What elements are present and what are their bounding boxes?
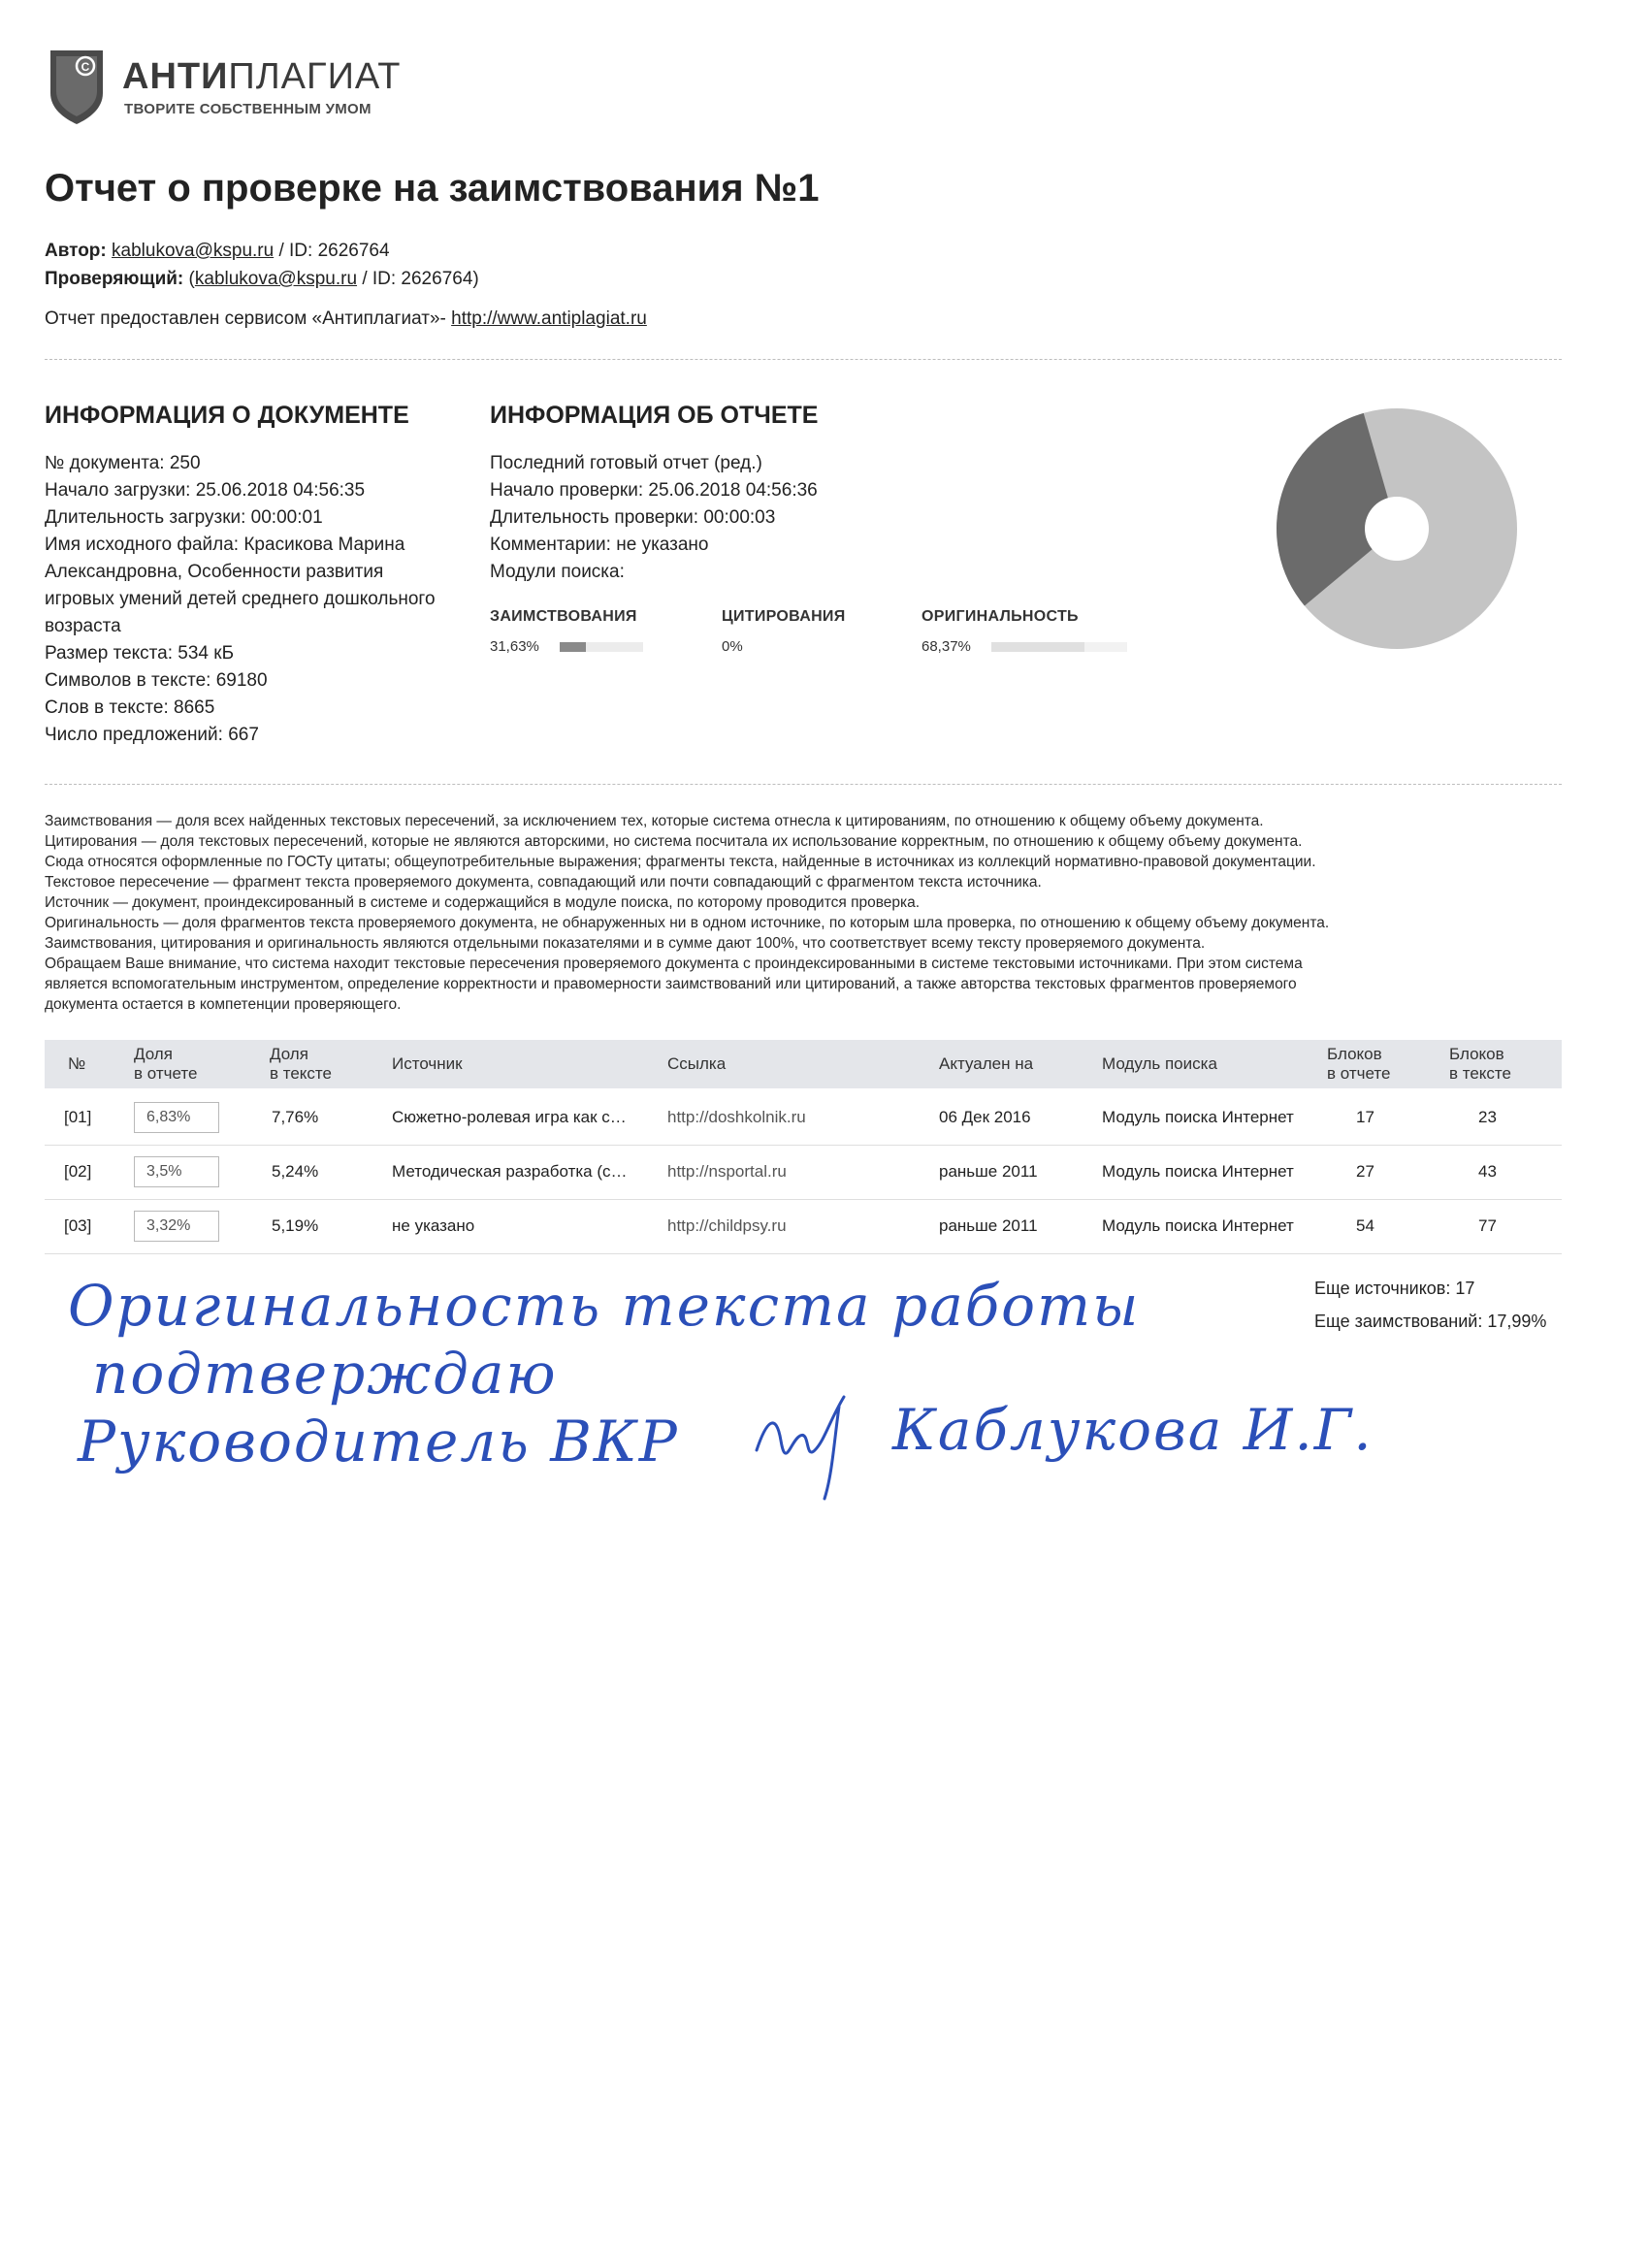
doc-info-line: Размер текста: 534 кБ: [45, 643, 235, 664]
divider: [45, 359, 1562, 360]
table-header: [45, 1040, 1562, 1088]
row-link[interactable]: http://childpsy.ru: [667, 1216, 787, 1235]
svg-text:C: C: [81, 60, 90, 74]
handwritten-signature: [737, 1382, 863, 1508]
col-blocks-text-line2: в тексте: [1449, 1064, 1511, 1083]
definition-line: Оригинальность — доля фрагментов текста проверяемого документа, не обнаруженных ни в одном источнике, по которым шла проверка, по отношению к общему объему документа.: [45, 915, 1330, 931]
col-blocks-report-header: [1327, 1040, 1390, 1088]
col-num-header: №: [68, 1054, 86, 1073]
row-actual: 06 Дек 2016: [939, 1108, 1031, 1126]
col-blocks-report-line2: в отчете: [1327, 1064, 1391, 1083]
row-blocks-text: 23: [1478, 1108, 1497, 1126]
col-share-report-header: [134, 1040, 197, 1088]
originality-pie-chart: [1271, 398, 1523, 660]
col-share-text-line1: Доля: [270, 1045, 308, 1063]
doc-info-line: Слов в тексте: 8665: [45, 697, 215, 718]
author-label: Автор:: [45, 241, 107, 261]
row-blocks-text: 43: [1478, 1162, 1497, 1181]
originality-label: ОРИГИНАЛЬНОСТЬ: [922, 608, 1079, 625]
row-share-report: 6,83%: [134, 1102, 219, 1133]
row-blocks-report: 27: [1356, 1162, 1374, 1181]
row-share-text: 5,19%: [272, 1216, 319, 1235]
report-info-list: [490, 450, 955, 586]
row-share-report-cell: [134, 1145, 219, 1199]
row-link[interactable]: http://nsportal.ru: [667, 1162, 787, 1181]
borrowings-value: 31,63%: [490, 638, 539, 655]
doc-info-line: Начало загрузки: 25.06.2018 04:56:35: [45, 480, 366, 501]
doc-info-line: Символов в тексте: 69180: [45, 670, 268, 691]
row-module: Модуль поиска Интернет: [1102, 1216, 1294, 1235]
col-link-header: Ссылка: [667, 1054, 727, 1073]
col-blocks-report-line1: Блоков: [1327, 1045, 1382, 1063]
row-num: [02]: [64, 1162, 92, 1181]
originality-value: 68,37%: [922, 638, 971, 655]
checker-id: / ID: 2626764): [362, 269, 479, 289]
definition-line: Цитирования — доля текстовых пересечений, которые не являются авторскими, но система посчитала их использование корректным, по отношению к общему объему документа.: [45, 833, 1303, 850]
borrowings-bar-fill: [560, 642, 586, 652]
row-blocks-report: 17: [1356, 1108, 1374, 1126]
report-info-line: Начало проверки: 25.06.2018 04:56:36: [490, 480, 818, 501]
author-email-link[interactable]: kablukova@kspu.ru: [112, 241, 275, 261]
doc-info-list: [45, 450, 471, 749]
citations-label: ЦИТИРОВАНИЯ: [722, 608, 846, 625]
col-module-header: Модуль поиска: [1102, 1054, 1217, 1073]
row-source[interactable]: не указано: [392, 1216, 475, 1235]
definition-line: Заимствования, цитирования и оригинальность являются отдельными показателями и в сумме дают 100%, что соответствует всему тексту проверяемого документа.: [45, 935, 1206, 952]
provided-text: Отчет предоставлен сервисом «Антиплагиат»-: [45, 308, 446, 329]
table-row[interactable]: [45, 1145, 1562, 1200]
row-module: Модуль поиска Интернет: [1102, 1108, 1294, 1126]
row-source[interactable]: Методическая разработка (с…: [392, 1162, 628, 1181]
author-line: [45, 241, 390, 262]
report-title: Отчет о проверке на заимствования №1: [45, 167, 820, 210]
report-info-line: Модули поиска:: [490, 562, 625, 582]
borrowings-bar: [560, 642, 643, 652]
row-num: [01]: [64, 1108, 92, 1126]
row-actual: раньше 2011: [939, 1216, 1038, 1235]
doc-info-line: Длительность загрузки: 00:00:01: [45, 507, 323, 528]
report-info-line: Длительность проверки: 00:00:03: [490, 507, 776, 528]
row-module: Модуль поиска Интернет: [1102, 1162, 1294, 1181]
col-share-report-line2: в отчете: [134, 1064, 198, 1083]
col-actual-header: Актуален на: [939, 1054, 1034, 1073]
definitions-block: [45, 811, 1568, 1015]
handwritten-line-3-left: Руководитель ВКР: [78, 1409, 679, 1474]
logo-name: [122, 56, 402, 98]
more-sources: Еще источников: 17: [1314, 1279, 1475, 1298]
checker-email-link[interactable]: kablukova@kspu.ru: [194, 269, 358, 289]
row-actual: раньше 2011: [939, 1162, 1038, 1181]
handwritten-line-3-right: Каблукова И.Г.: [892, 1397, 1374, 1463]
logo-tagline: ТВОРИТЕ СОБСТВЕННЫМ УМОМ: [124, 101, 372, 117]
row-blocks-text: 77: [1478, 1216, 1497, 1235]
row-share-report: 3,32%: [134, 1211, 219, 1242]
row-share-text: 7,76%: [272, 1108, 319, 1126]
row-share-text: 5,24%: [272, 1162, 319, 1181]
report-info-line: Последний готовый отчет (ред.): [490, 453, 762, 473]
row-num: [03]: [64, 1216, 92, 1235]
more-borrowings: Еще заимствований: 17,99%: [1314, 1312, 1547, 1331]
doc-info-line: Александровна, Особенности развития: [45, 562, 384, 582]
col-blocks-text-header: [1449, 1040, 1511, 1088]
doc-info-line: возраста: [45, 616, 121, 636]
row-share-report-cell: [134, 1090, 219, 1145]
provided-line: [45, 308, 647, 330]
shield-logo-icon: [47, 45, 107, 126]
report-info-line: Комментарии: не указано: [490, 535, 709, 555]
row-source[interactable]: Сюжетно-ролевая игра как с…: [392, 1108, 627, 1126]
definition-line: Заимствования — доля всех найденных текстовых пересечений, за исключением тех, которые система отнесла к цитированиям, по отношению к общему объему документа.: [45, 813, 1264, 829]
table-row[interactable]: [45, 1090, 1562, 1146]
author-id: / ID: 2626764: [278, 241, 390, 261]
borrowings-label: ЗАИМСТВОВАНИЯ: [490, 608, 637, 625]
originality-bar-fill: [991, 642, 1084, 652]
definition-line: документа остается в компетенции проверяющего.: [45, 996, 402, 1013]
col-source-header: Источник: [392, 1054, 463, 1073]
logo-name-rest: ПЛАГИАТ: [228, 56, 402, 97]
logo-name-bold: АНТИ: [122, 56, 229, 97]
originality-bar: [991, 642, 1127, 652]
col-share-text-header: [270, 1040, 332, 1088]
divider: [45, 784, 1562, 785]
handwritten-line-2: подтверждаю: [92, 1341, 558, 1407]
definition-line: Источник — документ, проиндексированный в системе и содержащийся в модуле поиска, по которому проводится проверка.: [45, 894, 921, 911]
definition-line: Сюда относятся оформленные по ГОСТу цитаты; общеупотребительные выражения; фрагменты текста, найденные в источниках из коллекций нормативно-правовой документации.: [45, 854, 1316, 870]
table-row[interactable]: [45, 1199, 1562, 1254]
row-link[interactable]: http://doshkolnik.ru: [667, 1108, 806, 1126]
report-info-heading: ИНФОРМАЦИЯ ОБ ОТЧЕТЕ: [490, 402, 819, 429]
antiplagiat-logo: [47, 45, 402, 132]
doc-info-line: № документа: 250: [45, 453, 201, 473]
definition-line: Обращаем Ваше внимание, что система находит текстовые пересечения проверяемого документа с проиндексированными в системе текстовыми источниками. При этом система: [45, 956, 1303, 972]
checker-line: Проверяющий: (kablukova@kspu.ru / ID: 2626764): [45, 269, 479, 289]
col-share-text-line2: в тексте: [270, 1064, 332, 1083]
row-share-report: 3,5%: [134, 1156, 219, 1187]
citations-value: 0%: [722, 638, 743, 655]
checker-label: Проверяющий:: [45, 269, 184, 289]
row-blocks-report: 54: [1356, 1216, 1374, 1235]
doc-info-line: игровых умений детей среднего дошкольного: [45, 589, 436, 609]
doc-info-heading: ИНФОРМАЦИЯ О ДОКУМЕНТЕ: [45, 402, 409, 429]
row-share-report-cell: [134, 1199, 219, 1253]
definition-line: Текстовое пересечение — фрагмент текста проверяемого документа, совпадающий или почти совпадающий с фрагментом текста источника.: [45, 874, 1042, 891]
doc-info-line: Имя исходного файла: Красикова Марина: [45, 535, 405, 555]
definition-line: является вспомогательным инструментом, определение корректности и правомерности заимствований или цитирований, а также авторства текстовых фрагментов проверяемого: [45, 976, 1297, 992]
doc-info-line: Число предложений: 667: [45, 725, 259, 745]
col-blocks-text-line1: Блоков: [1449, 1045, 1504, 1063]
pie-center-hole: [1365, 497, 1429, 561]
handwritten-line-1: Оригинальность текста работы: [68, 1273, 1141, 1339]
col-share-report-line1: Доля: [134, 1045, 173, 1063]
antiplagiat-site-link[interactable]: http://www.antiplagiat.ru: [451, 308, 647, 329]
